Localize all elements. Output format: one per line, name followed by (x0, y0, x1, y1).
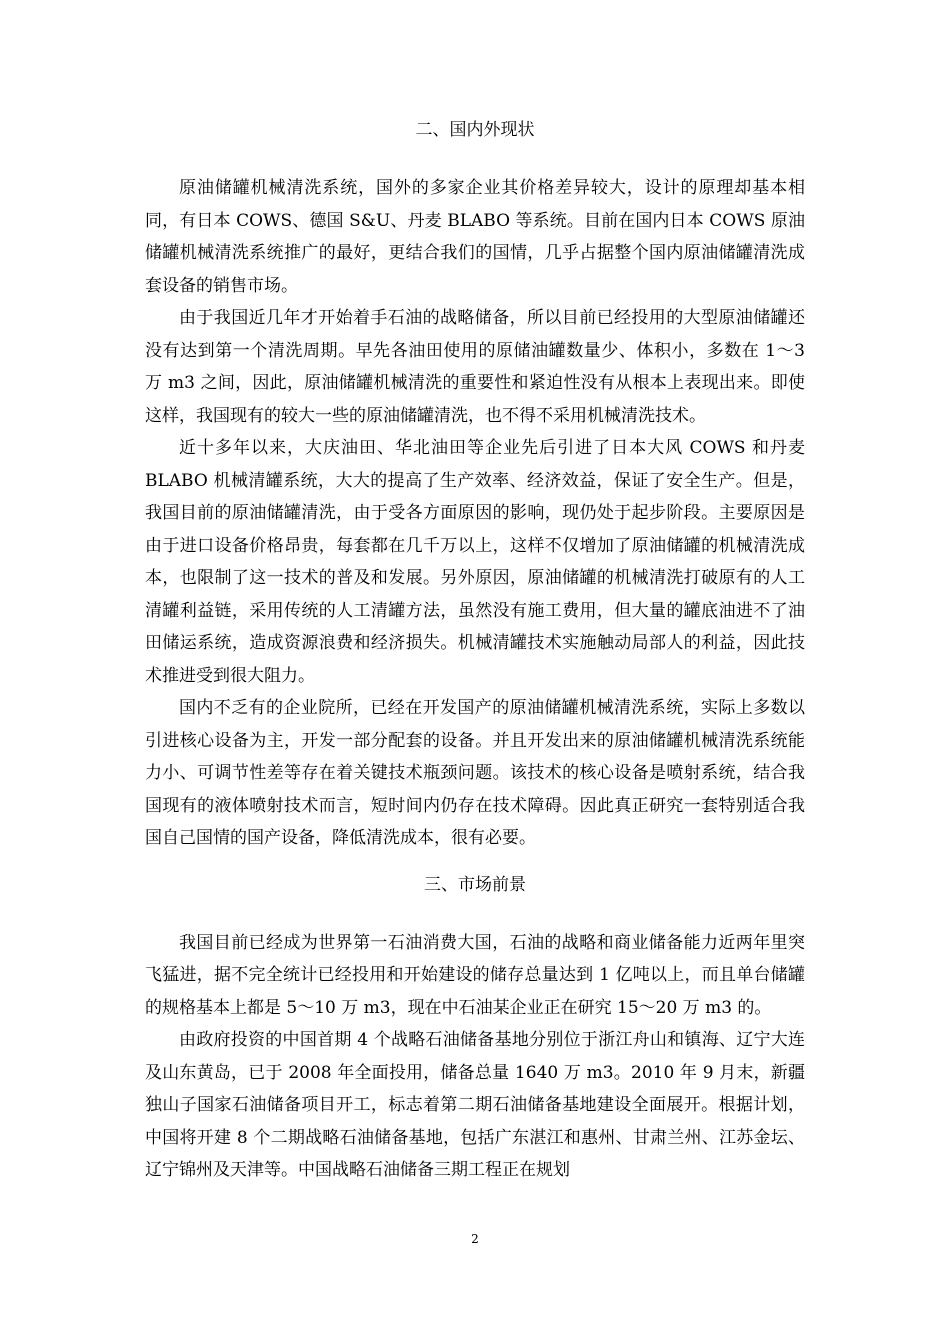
paragraph: 我国目前已经成为世界第一石油消费大国，石油的战略和商业储备能力近两年里突飞猛进，据不完全统计已经投用和开始建设的储存总量达到 1 亿吨以上，而且单台储罐的规格基本上都是 5～10 万 m3，现在中石油某企业正在研究 15～20 万 m3 的。 (145, 932, 805, 1018)
paragraph: 国内不乏有的企业院所，已经在开发国产的原油储罐机械清洗系统，实际上多数以引进核心设备为主，开发一部分配套的设备。并且开发出来的原油储罐机械清洗系统能力小、可调节性差等存在着关键技术瓶颈问题。该技术的核心设备是喷射系统，结合我国现有的液体喷射技术而言，短时间内仍存在技术障碍。因此真正研究一套特别适合我国自己国情的国产设备，降低清洗成本，很有必要。 (145, 698, 805, 848)
paragraph: 由政府投资的中国首期 4 个战略石油储备基地分别位于浙江舟山和镇海、辽宁大连及山东黄岛，已于 2008 年全面投用，储备总量 1640 万 m3。2010 年 9 月末，新疆独山子国家石油储备项目开工，标志着第二期石油储备基地建设全面展开。根据计划，中国将开建 8 个二期战略石油储备基地，包括广东湛江和惠州、甘肃兰州、江苏金坛、辽宁锦州及天津等。中国战略石油储备三期工程正在规划 (145, 1030, 805, 1180)
paragraph: 由于我国近几年才开始着手石油的战略储备，所以目前已经投用的大型原油储罐还没有达到第一个清洗周期。早先各油田使用的原储油罐数量少、体积小，多数在 1～3 万 m3 之间，因此，原油储罐机械清洗的重要性和紧迫性没有从根本上表现出来。即使这样，我国现有的较大一些的原油储罐清洗，也不得不采用机械清洗技术。 (145, 308, 805, 426)
document-page (145, 112, 805, 1187)
paragraph: 近十多年以来，大庆油田、华北油田等企业先后引进了日本大风 COWS 和丹麦 BLABO 机械清罐系统，大大的提高了生产效率、经济效益，保证了安全生产。但是，我国目前的原油储罐清洗，由于受各方面原因的影响，现仍处于起步阶段。主要原因是由于进口设备价格昂贵，每套都在几千万以上，这样不仅增加了原油储罐的机械清洗成本，也限制了这一技术的普及和发展。另外原因，原油储罐的机械清洗打破原有的人工清罐利益链，采用传统的人工清罐方法，虽然没有施工费用，但大量的罐底油进不了油田储运系统，造成资源浪费和经济损失。机械清罐技术实施触动局部人的利益，因此技术推进受到很大阻力。 (145, 438, 805, 686)
section-heading-status: 二、国内外现状 (415, 120, 535, 140)
page-number: 2 (471, 1232, 479, 1246)
paragraph: 原油储罐机械清洗系统，国外的多家企业其价格差异较大，设计的原理却基本相同，有日本 COWS、德国 S&U、丹麦 BLABO 等系统。目前在国内日本 COWS 原油储罐机械清洗系统推广的最好，更结合我们的国情，几乎占据整个国内原油储罐清洗成套设备的销售市场。 (145, 178, 805, 296)
section-heading-market: 三、市场前景 (424, 874, 526, 895)
